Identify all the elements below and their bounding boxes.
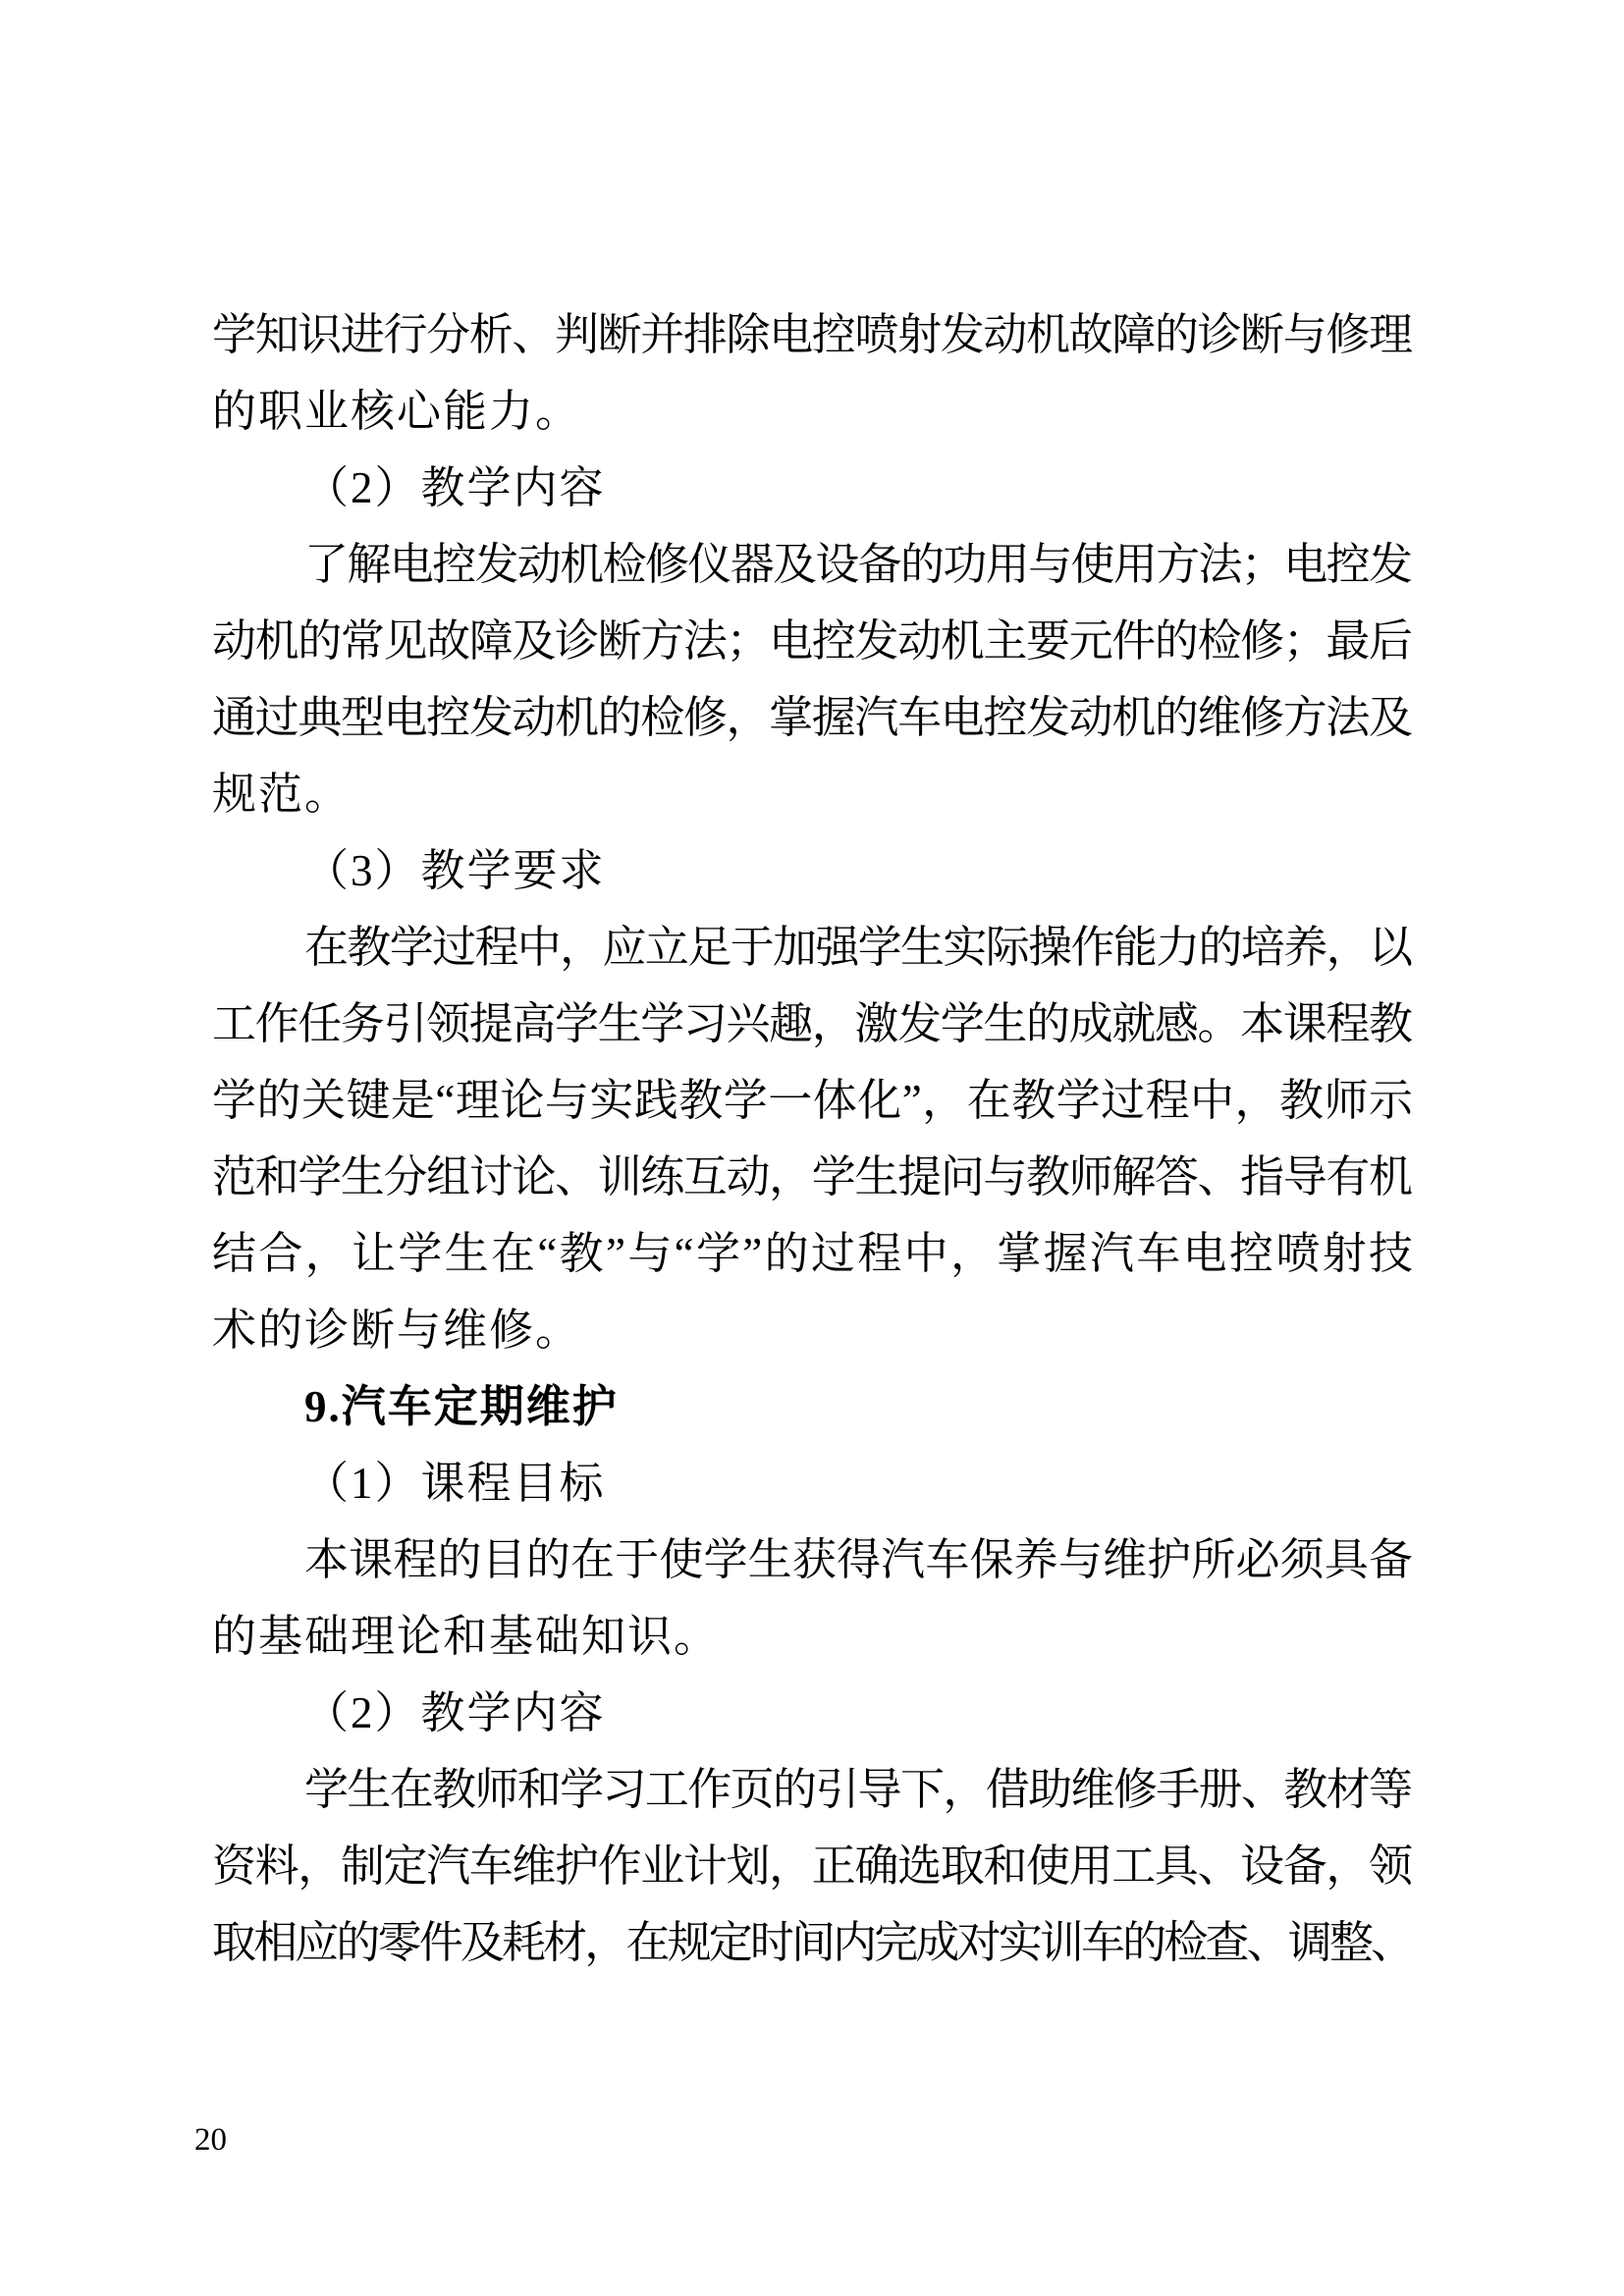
text-line: 的职业核心能力。 (212, 387, 582, 436)
text-line: 动机的常见故障及诊断方法；电控发动机主要元件的检修；最后 (212, 616, 1411, 666)
text-line: 的基础理论和基础知识。 (212, 1612, 721, 1661)
text-line: 资料，制定汽车维护作业计划，正确选取和使用工具、设备，领 (212, 1842, 1411, 1891)
text-line: 结合，让学生在“教”与“学”的过程中，掌握汽车电控喷射技 (212, 1229, 1411, 1278)
page-number: 20 (194, 2122, 227, 2158)
text-block (212, 296, 1411, 1981)
text-line-subheading: （1）课程目标 (304, 1459, 606, 1508)
text-line: 规范。 (212, 770, 352, 819)
text-line: 范和学生分组讨论、训练互动，学生提问与教师解答、指导有机 (212, 1152, 1411, 1201)
text-line: 本课程的目的在于使学生获得汽车保养与维护所必须具备 (304, 1535, 1411, 1584)
text-line: 学生在教师和学习工作页的引导下，借助维修手册、教材等 (304, 1765, 1411, 1814)
text-line: 术的诊断与维修。 (212, 1306, 582, 1355)
text-line: 学的关键是“理论与实践教学一体化”，在教学过程中，教师示 (212, 1076, 1411, 1125)
text-line: 在教学过程中，应立足于加强学生实际操作能力的培养，以 (304, 923, 1411, 972)
text-line-subheading: （2）教学内容 (304, 1688, 606, 1737)
section-heading: 9.汽车定期维护 (304, 1382, 619, 1431)
text-line: 学知识进行分析、判断并排除电控喷射发动机故障的诊断与修理 (212, 310, 1411, 359)
text-line-subheading: （2）教学内容 (304, 463, 606, 512)
text-line: 了解电控发动机检修仪器及设备的功用与使用方法；电控发 (304, 540, 1411, 589)
text-line-subheading: （3）教学要求 (304, 846, 606, 895)
text-line: 取相应的零件及耗材，在规定时间内完成对实训车的检查、调整、 (212, 1918, 1411, 1967)
text-line: 通过典型电控发动机的检修，掌握汽车电控发动机的维修方法及 (212, 693, 1411, 742)
text-line: 工作任务引领提高学生学习兴趣，激发学生的成就感。本课程教 (212, 999, 1411, 1048)
